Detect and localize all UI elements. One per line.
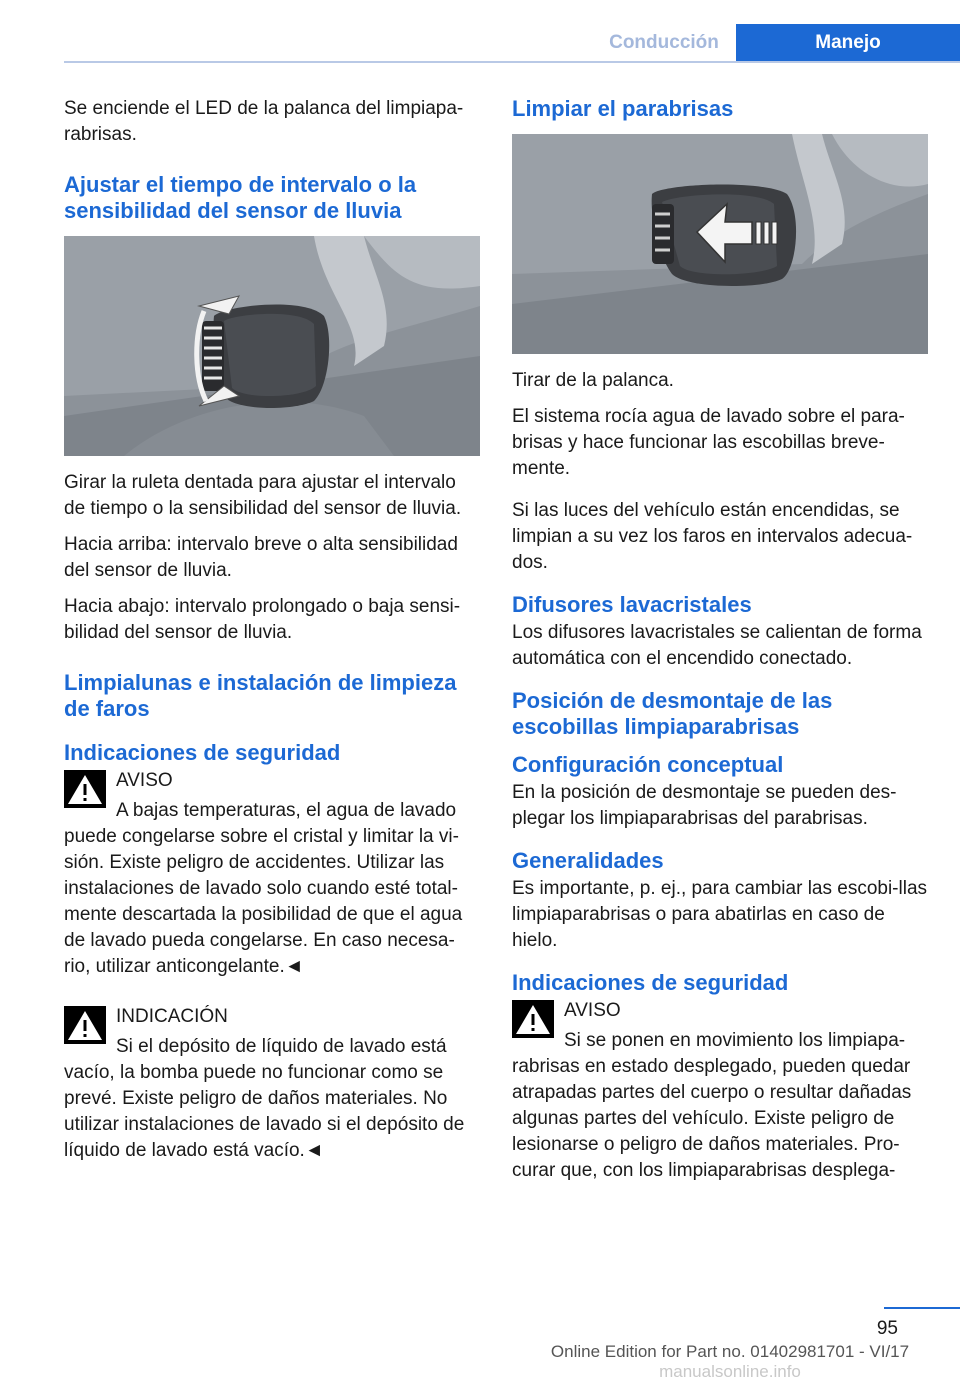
heading-washer: Limpialunas e instalación de limpieza de faros (64, 670, 457, 721)
paragraph-up: Hacia arriba: intervalo breve o alta sensibilidad del sensor de lluvia. (64, 534, 458, 581)
paragraph-pull: Tirar de la palanca. (512, 370, 674, 391)
figure-wiper-pull (512, 134, 928, 354)
intro-paragraph: Se enciende el LED de la palanca del limpiapa-rabrisas. (64, 98, 464, 145)
wiper-pull-illustration (512, 134, 928, 354)
header-active-tab[interactable]: Manejo (736, 24, 960, 62)
wiper-dial-illustration (64, 236, 480, 456)
warning-triangle-icon (512, 1000, 554, 1038)
warning-title-empty: INDICACIÓN (116, 1006, 228, 1027)
watermark-site: manualsonline.info (659, 1362, 801, 1381)
paragraph-spray: El sistema rocía agua de lavado sobre el para-brisas y hace funcionar las escobillas breve-mente. (512, 406, 905, 479)
paragraph-concept: En la posición de desmontaje se pueden des-plegar los limpiaparabrisas del parabrisas. (512, 782, 897, 829)
warning-block-wiper (512, 998, 928, 1184)
warning-body-frost: A bajas temperaturas, el agua de lavado puede congelarse sobre el cristal y limitar la vi-sión. Existe peligro de accidentes. Utilizar las instalaciones de lavado solo cuando esté total-mente descartada la posibilidad de que el agua de lavado pueda congelarse. En caso necesa-rio, utilizar anticongelante.◄ (64, 800, 463, 977)
heading-general: Generalidades (512, 848, 664, 873)
heading-clean: Limpiar el parabrisas (512, 96, 734, 121)
heading-position: Posición de desmontaje de las escobillas limpiaparabrisas (512, 688, 833, 739)
warning-body-wiper: Si se ponen en movimiento los limpiapa-rabrisas en estado desplegado, pueden quedar atrapadas partes del cuerpo o resultar dañadas algunas partes del vehículo. Existe peligro de lesionarse o peligro de daños materiales. Pro-curar que, con los limpiaparabrisas desplega- (512, 1030, 912, 1181)
warning-title-frost: AVISO (116, 770, 173, 791)
edition-note (510, 1342, 950, 1382)
warning-title-wiper: AVISO (564, 1000, 621, 1021)
warning-block-frost (64, 768, 480, 980)
edition-text: Online Edition for Part no. 01402981701 - VI/17 (550, 1342, 910, 1361)
left-column (64, 96, 480, 1174)
paragraph-general: Es importante, p. ej., para cambiar las escobi-llas limpiaparabrisas o para abatirlas en caso de hielo. (512, 878, 928, 951)
paragraph-nozzles: Los difusores lavacristales se calientan de forma automática con el encendido conectado. (512, 622, 922, 669)
warning-triangle-icon (64, 1006, 106, 1044)
page-number: 95 (876, 1318, 898, 1339)
warning-triangle-icon (64, 770, 106, 808)
paragraph-down: Hacia abajo: intervalo prolongado o baja sensi-bilidad del sensor de lluvia. (64, 596, 461, 643)
heading-concept: Configuración conceptual (512, 752, 784, 777)
paragraph-dial: Girar la ruleta dentada para ajustar el intervalo de tiempo o la sensibilidad del sensor de lluvia. (64, 472, 462, 519)
warning-block-empty (64, 1004, 480, 1164)
footer-accent-line (884, 1307, 960, 1309)
figure-wiper-dial (64, 236, 480, 456)
heading-safety-right: Indicaciones de seguridad (512, 970, 789, 995)
header-divider (64, 61, 960, 63)
heading-safety-left: Indicaciones de seguridad (64, 740, 341, 765)
heading-interval: Ajustar el tiempo de intervalo o la sensibilidad del sensor de lluvia (64, 172, 417, 223)
warning-body-empty: Si el depósito de líquido de lavado está vacío, la bomba puede no funcionar como se prevé. Existe peligro de daños materiales. No utilizar instalaciones de lavado si el depósito de líquido de lavado está vacío.◄ (64, 1036, 465, 1161)
right-column (512, 96, 928, 1194)
heading-nozzles: Difusores lavacristales (512, 592, 752, 617)
header-section-tab[interactable]: Conducción (592, 24, 736, 62)
paragraph-lights: Si las luces del vehículo están encendidas, se limpian a su vez los faros en intervalos adecua-dos. (512, 500, 913, 573)
